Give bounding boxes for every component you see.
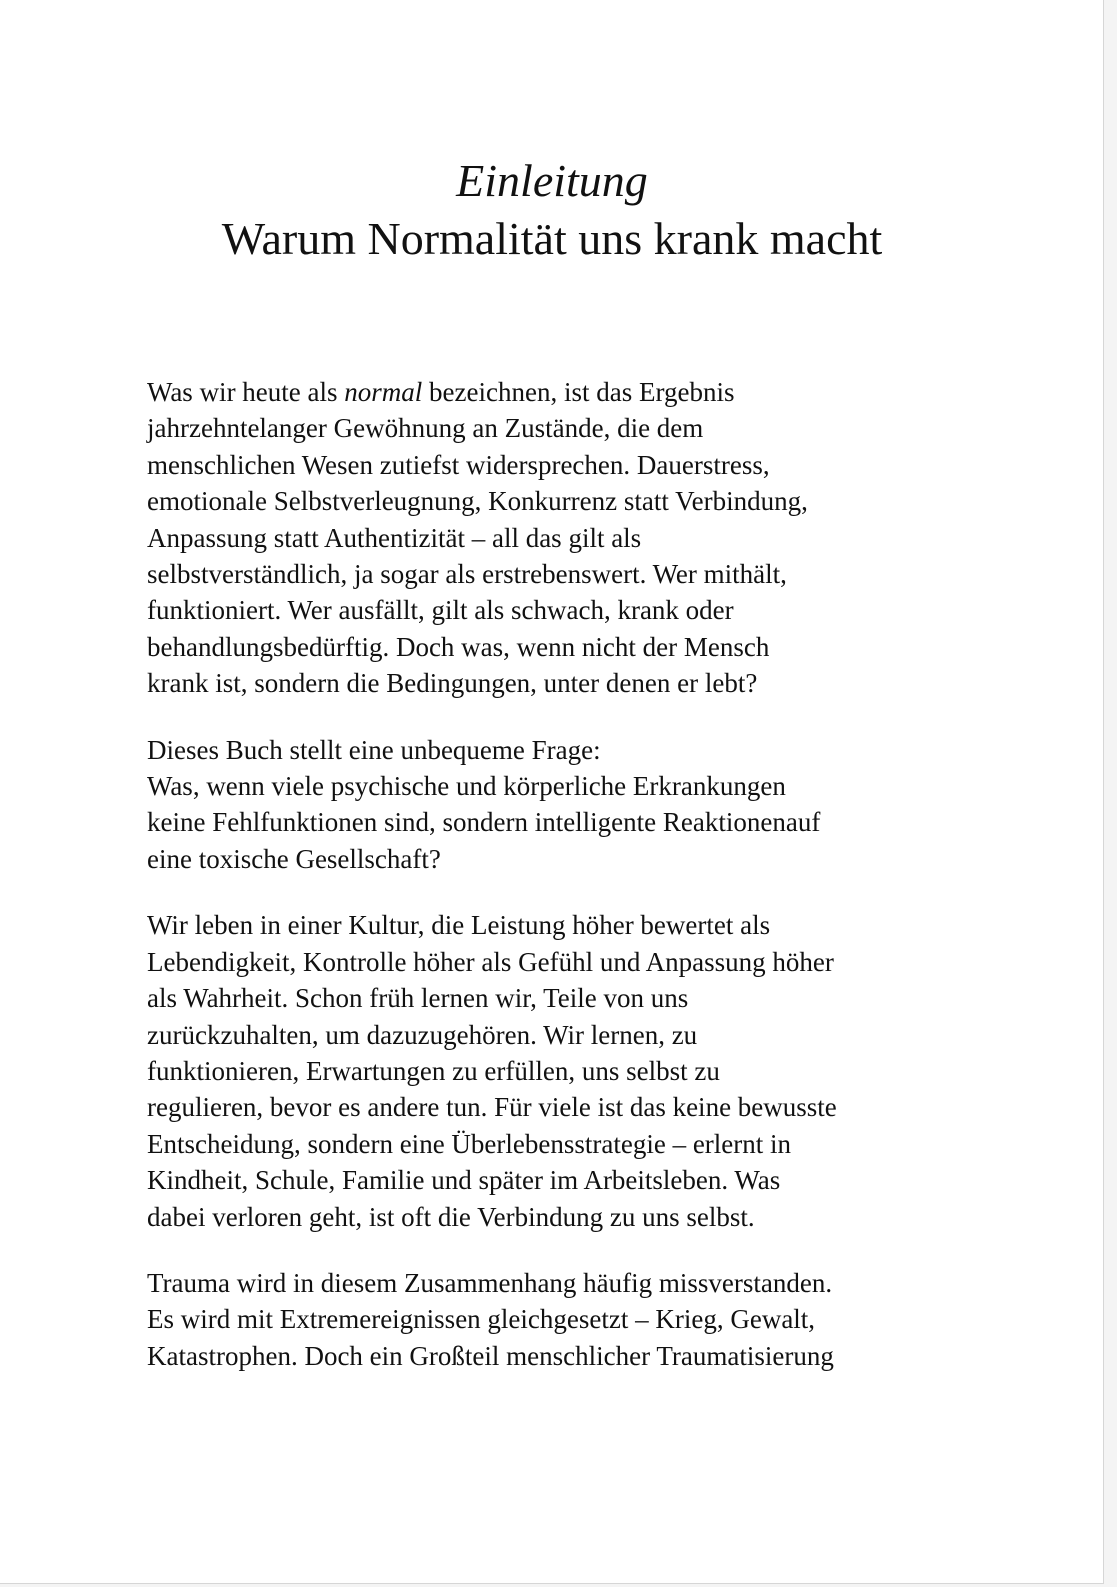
text-line: als Wahrheit. Schon früh lernen wir, Teile von uns: [147, 983, 689, 1014]
text-line: Anpassung statt Authentizität – all das gilt als: [147, 522, 642, 553]
text-line: eine toxische Gesellschaft?: [147, 843, 441, 874]
text-run: Was wir heute als: [147, 377, 345, 407]
text-run: bezeichnen, ist das Ergebnis: [422, 377, 735, 407]
paragraph: [147, 732, 977, 878]
text-line: Es wird mit Extremereignissen gleichgesetzt – Krieg, Gewalt,: [147, 1304, 816, 1335]
text-line: funktionieren, Erwartungen zu erfüllen, uns selbst zu: [147, 1055, 720, 1086]
text-line: Wir leben in einer Kultur, die Leistung höher bewertet als: [147, 910, 771, 941]
text-line: Trauma wird in diesem Zusammenhang häufig missverstanden.: [147, 1267, 833, 1298]
chapter-body: [147, 374, 977, 1404]
text-line: keine Fehlfunktionen sind, sondern intelligente Reaktionenauf: [147, 807, 821, 838]
chapter-title: Warum Normalität uns krank macht: [221, 213, 883, 264]
text-line: Lebendigkeit, Kontrolle höher als Gefühl und Anpassung höher: [147, 946, 834, 977]
paragraph: [147, 1265, 977, 1374]
text-line: [147, 374, 977, 410]
chapter-kicker: Einleitung: [456, 155, 648, 206]
text-line: menschlichen Wesen zutiefst widersprechen. Dauerstress,: [147, 449, 770, 480]
text-line: jahrzehntelanger Gewöhnung an Zustände, die dem: [147, 413, 704, 444]
text-line: emotionale Selbstverleugnung, Konkurrenz statt Verbindung,: [147, 486, 808, 517]
text-line: funktioniert. Wer ausfällt, gilt als schwach, krank oder: [147, 595, 734, 626]
emphasized-word: normal: [344, 377, 423, 407]
text-line: Entscheidung, sondern eine Überlebensstrategie – erlernt in: [147, 1128, 792, 1159]
text-line: krank ist, sondern die Bedingungen, unter denen er lebt?: [147, 668, 758, 699]
text-line: dabei verloren geht, ist oft die Verbindung zu uns selbst.: [147, 1201, 755, 1232]
paragraph: [147, 374, 977, 702]
text-line: Kindheit, Schule, Familie und später im Arbeitsleben. Was: [147, 1165, 781, 1196]
paragraph: [147, 907, 977, 1235]
text-line: Was, wenn viele psychische und körperliche Erkrankungen: [147, 771, 786, 802]
text-line: selbstverständlich, ja sogar als erstrebenswert. Wer mithält,: [147, 559, 787, 590]
text-line: zurückzuhalten, um dazuzugehören. Wir lernen, zu: [147, 1019, 698, 1050]
text-line: Katastrophen. Doch ein Großteil menschlicher Traumatisierung: [147, 1340, 834, 1371]
chapter-heading: [0, 152, 1104, 268]
text-line: regulieren, bevor es andere tun. Für viele ist das keine bewusste: [147, 1092, 837, 1123]
text-line: behandlungsbedürftig. Doch was, wenn nicht der Mensch: [147, 631, 770, 662]
text-line: Dieses Buch stellt eine unbequeme Frage:: [147, 734, 601, 765]
